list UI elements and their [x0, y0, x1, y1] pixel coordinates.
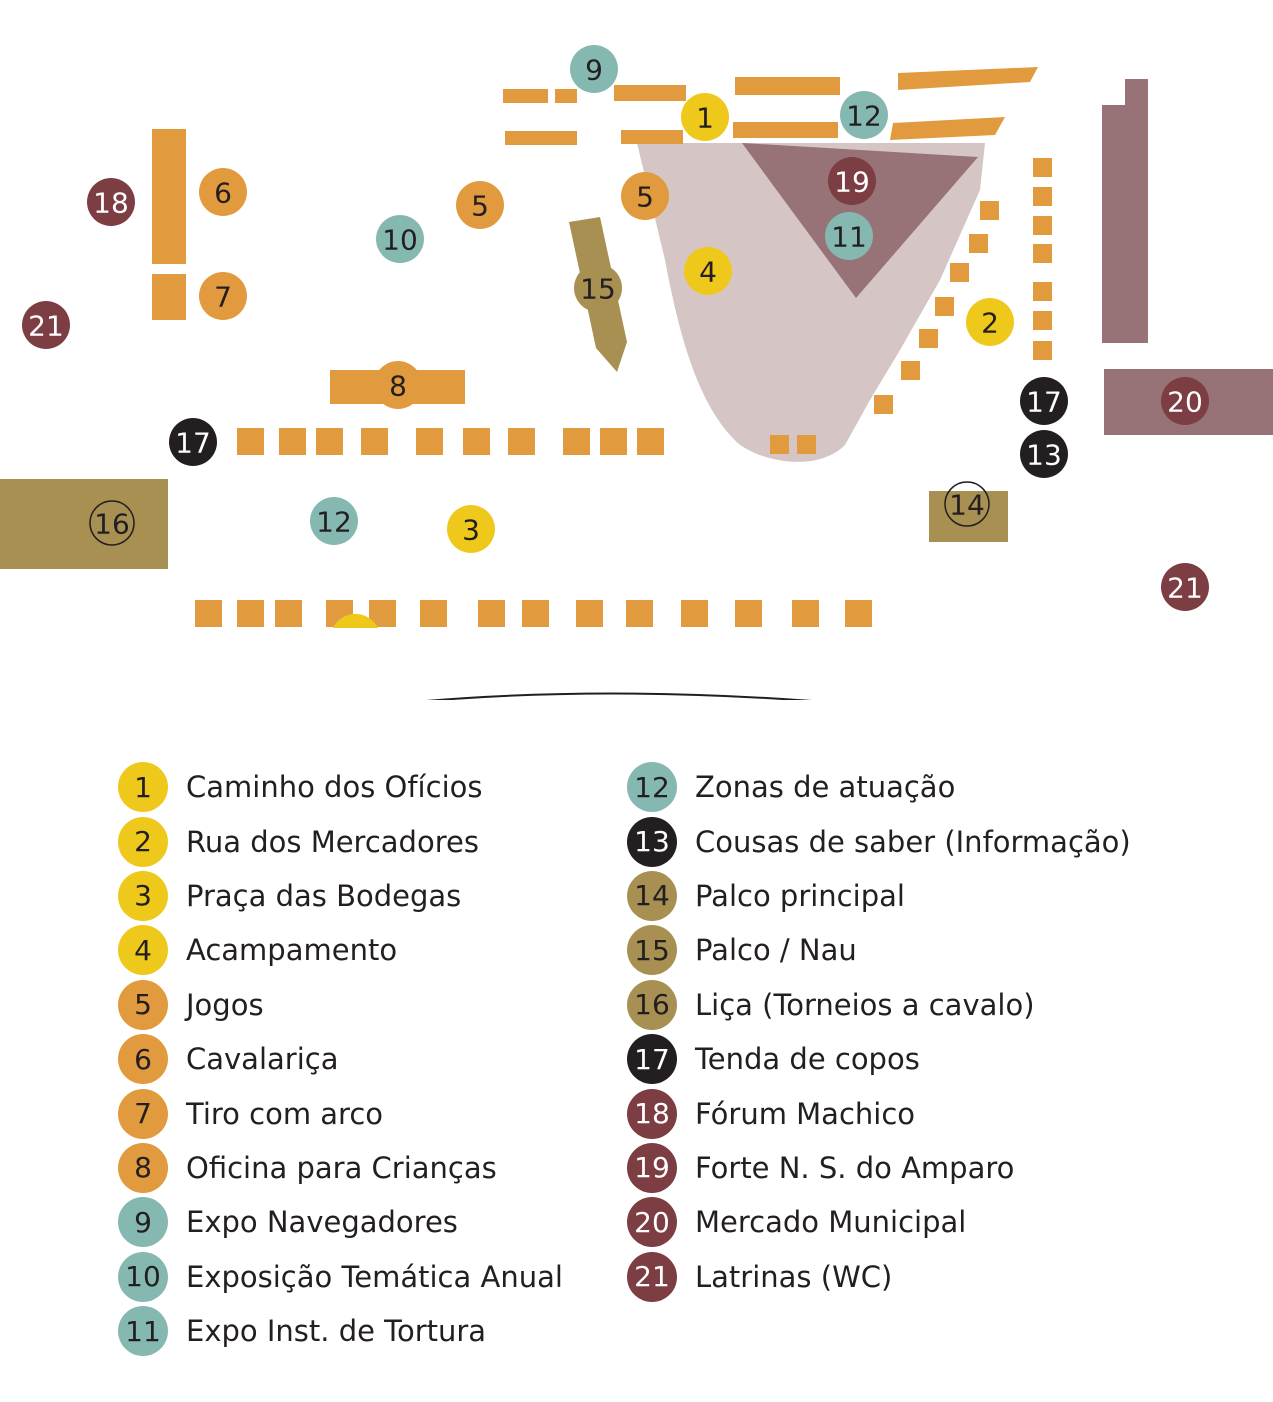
legend-label: Palco / Nau [695, 933, 857, 968]
marker-label: 5 [471, 189, 489, 223]
marker-12b [310, 497, 358, 545]
marker-18 [87, 178, 135, 226]
legend-label: Tenda de copos [695, 1042, 920, 1077]
legend-badge: 19 [627, 1143, 677, 1193]
legend-item-2 [118, 814, 563, 868]
legend-label: Cavalariça [186, 1042, 339, 1077]
legend-item-6 [118, 1032, 563, 1086]
marker-15 [574, 264, 622, 312]
marker-label: 21 [1167, 571, 1203, 605]
legend-badge: 12 [627, 762, 677, 812]
marker-8 [374, 361, 422, 409]
divider-arc [174, 693, 1220, 700]
legend-label: Forte N. S. do Amparo [695, 1150, 1015, 1185]
legend-item-1 [118, 760, 563, 814]
marker-label: 17 [175, 426, 211, 460]
marker-21b [1161, 563, 1209, 611]
marker-label: 1 [696, 101, 714, 135]
legend-item-7 [118, 1086, 563, 1140]
legend-column-right [627, 760, 1131, 1304]
marker-label: 17 [1026, 385, 1062, 419]
legend-label: Palco principal [695, 878, 905, 913]
legend-badge: 4 [118, 925, 168, 975]
marker-label: 8 [389, 369, 407, 403]
marker-label: 12 [316, 505, 352, 539]
legend-badge: 17 [627, 1034, 677, 1084]
marker-13 [1020, 430, 1068, 478]
legend-item-12 [627, 760, 1131, 814]
right-building [1102, 79, 1148, 343]
legend-label: Mercado Municipal [695, 1205, 967, 1240]
legend-badge: 21 [627, 1252, 677, 1302]
lica-area [0, 479, 168, 569]
legend-item-19 [627, 1141, 1131, 1195]
marker-label: 9 [585, 53, 603, 87]
legend-label: Cousas de saber (Informação) [695, 824, 1131, 859]
legend-item-14 [627, 869, 1131, 923]
legend-badge: 10 [118, 1252, 168, 1302]
legend-label: Jogos [186, 987, 264, 1022]
legend-item-21 [627, 1250, 1131, 1304]
legend-label: Fórum Machico [695, 1096, 916, 1131]
marker-3 [447, 505, 495, 553]
legend-label: Expo Inst. de Tortura [186, 1314, 487, 1349]
legend-item-20 [627, 1195, 1131, 1249]
legend-badge: 2 [118, 817, 168, 867]
marker-label: 21 [28, 309, 64, 343]
marker-label: 6 [214, 176, 232, 210]
marker-16 [90, 501, 134, 545]
marker-7 [199, 272, 247, 320]
legend-badge: 20 [627, 1197, 677, 1247]
legend-badge: 1 [118, 762, 168, 812]
marker-5b [621, 172, 669, 220]
stall-row-upper [237, 428, 664, 455]
legend-item-5 [118, 978, 563, 1032]
legend-badge: 9 [118, 1197, 168, 1247]
legend-badge: 8 [118, 1143, 168, 1193]
left-structures [152, 129, 465, 404]
legend-label: Rua dos Mercadores [186, 824, 479, 859]
marker-label: 2 [981, 306, 999, 340]
marker-17b [1020, 377, 1068, 425]
legend-badge: 13 [627, 817, 677, 867]
legend-label: Oficina para Crianças [186, 1150, 497, 1185]
legend-label: Liça (Torneios a cavalo) [695, 987, 1035, 1022]
legend-badge: 18 [627, 1089, 677, 1139]
legend-item-11 [118, 1304, 563, 1358]
event-map [0, 0, 1273, 700]
legend-badge: 11 [118, 1306, 168, 1356]
marker-label: 13 [1026, 438, 1062, 472]
marker-20 [1161, 377, 1209, 425]
legend-label: Zonas de atuação [695, 770, 956, 805]
legend [0, 760, 1273, 1400]
stall-row-lower [195, 600, 872, 627]
marker-4 [684, 247, 732, 295]
legend-item-10 [118, 1250, 563, 1304]
legend-item-4 [118, 923, 563, 977]
legend-item-8 [118, 1141, 563, 1195]
marker-label: 20 [1167, 385, 1203, 419]
legend-label: Tiro com arco [186, 1096, 384, 1131]
marker-label: 11 [831, 220, 867, 254]
legend-badge: 15 [627, 925, 677, 975]
legend-label: Exposição Temática Anual [186, 1259, 563, 1294]
marker-11 [825, 212, 873, 260]
marker-2 [966, 298, 1014, 346]
marker-9 [570, 45, 618, 93]
legend-badge: 5 [118, 980, 168, 1030]
marker-label: 18 [93, 186, 129, 220]
legend-item-13 [627, 814, 1131, 868]
marker-6 [199, 168, 247, 216]
marker-14 [945, 482, 989, 526]
legend-item-15 [627, 923, 1131, 977]
marker-1 [681, 93, 729, 141]
legend-label: Latrinas (WC) [695, 1259, 893, 1294]
legend-item-3 [118, 869, 563, 923]
marker-label: 3 [462, 513, 480, 547]
legend-badge: 16 [627, 980, 677, 1030]
legend-badge: 7 [118, 1089, 168, 1139]
marker-19 [828, 157, 876, 205]
marker-10 [376, 215, 424, 263]
stall-column [1033, 158, 1052, 360]
marker-5a [456, 181, 504, 229]
marker-21a [22, 301, 70, 349]
legend-label: Caminho dos Ofícios [186, 770, 483, 805]
marker-label: 16 [94, 507, 130, 541]
legend-column-left [118, 760, 563, 1358]
legend-label: Praça das Bodegas [186, 878, 462, 913]
marker-label: 12 [846, 99, 882, 133]
legend-label: Acampamento [186, 933, 398, 968]
marker-12a [840, 91, 888, 139]
marker-label: 7 [214, 280, 232, 314]
legend-item-9 [118, 1195, 563, 1249]
legend-item-18 [627, 1086, 1131, 1140]
marker-label: 4 [699, 255, 717, 289]
marker-label: 14 [949, 488, 985, 522]
legend-badge: 3 [118, 871, 168, 921]
marker-label: 19 [834, 165, 870, 199]
marker-label: 5 [636, 180, 654, 214]
legend-item-17 [627, 1032, 1131, 1086]
legend-badge: 14 [627, 871, 677, 921]
legend-item-16 [627, 978, 1131, 1032]
marker-label: 10 [382, 223, 418, 257]
legend-badge: 6 [118, 1034, 168, 1084]
marker-17a [169, 418, 217, 466]
legend-label: Expo Navegadores [186, 1205, 458, 1240]
marker-label: 15 [580, 272, 616, 306]
